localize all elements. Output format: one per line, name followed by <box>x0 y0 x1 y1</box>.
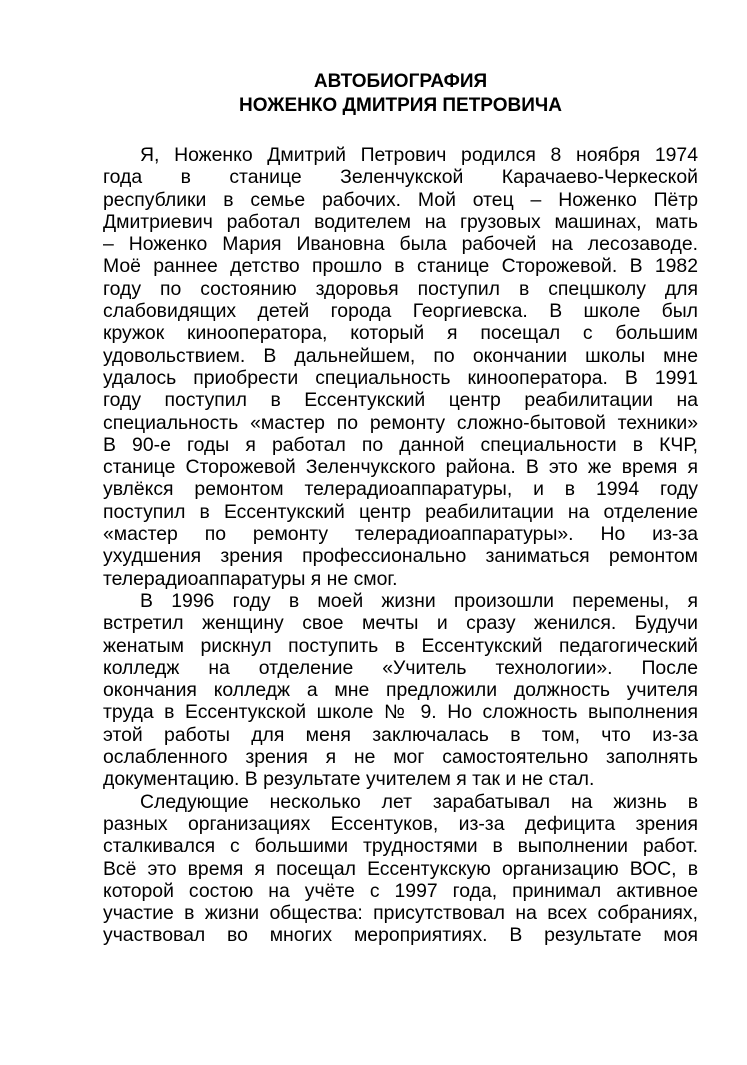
text-line: удовольствием. В дальнейшем, по окончании школы мне <box>103 344 698 367</box>
text-line: женатым рискнул поступить в Ессентукский педагогический <box>103 634 698 657</box>
text-line: кружок кинооператора, который я посещал с большим <box>103 322 698 345</box>
text-line: которой состою на учёте с 1997 года, принимал активное <box>103 879 698 902</box>
title-line-1: АВТОБИОГРАФИЯ <box>313 71 488 92</box>
text-line: этой работы для меня заключалась в том, что из-за <box>103 723 698 746</box>
text-line: Я, Ноженко Дмитрий Петрович родился 8 ноября 1974 <box>140 144 698 166</box>
text-line: окончания колледж а мне предложили должность учителя <box>103 679 698 702</box>
text-line: разных организациях Ессентуков, из-за дефицита зрения <box>103 812 698 835</box>
text-line: участвовал во многих мероприятиях. В результате моя <box>103 924 698 947</box>
text-line: Следующие несколько лет зарабатывал на жизнь в <box>140 790 698 813</box>
text-line: труда в Ессентукской школе № 9. Но сложность выполнения <box>103 701 698 724</box>
text-line: участие в жизни общества: присутствовал на всех собраниях, <box>103 902 698 925</box>
text-line: году поступил в Ессентукский центр реабилитации на <box>103 389 698 412</box>
document-title <box>103 70 698 118</box>
text-line: В 1996 году в моей жизни произошли перемены, я <box>140 589 698 612</box>
text-line: В 90-е годы я работал по данной специальности в КЧР, <box>103 433 698 456</box>
text-line: увлёкся ремонтом телерадиоаппаратуры, и в 1994 году <box>103 478 698 501</box>
text-line: республики в семье рабочих. Мой отец – Ноженко Пётр <box>103 188 698 211</box>
text-line: слабовидящих детей города Георгиевска. В школе был <box>103 300 698 323</box>
text-line: документацию. В результате учителем я так и не стал. <box>103 768 595 791</box>
text-line: специальность «мастер по ремонту сложно-бытовой техники» <box>103 411 698 434</box>
text-line: станице Сторожевой Зеленчукского района. В это же время я <box>103 456 698 479</box>
text-line: встретил женщину свое мечты и сразу женился. Будучи <box>103 612 698 635</box>
text-line: – Ноженко Мария Ивановна была рабочей на лесозаводе. <box>103 233 698 256</box>
text-line: Моё раннее детство прошло в станице Сторожевой. В 1982 <box>103 255 698 278</box>
text-line: года в станице Зеленчукской Карачаево-Черкеской <box>103 166 698 189</box>
text-line: Всё это время я посещал Ессентукскую организацию ВОС, в <box>103 857 698 880</box>
text-line: телерадиоаппаратуры я не смог. <box>103 567 398 590</box>
text-line: колледж на отделение «Учитель технологии». После <box>103 656 698 679</box>
text-line: удалось приобрести специальность кинооператора. В 1991 <box>103 366 698 389</box>
text-line: ослабленного зрения я не мог самостоятельно заполнять <box>103 746 698 769</box>
text-line: сталкивался с большими трудностями в выполнении работ. <box>103 835 698 858</box>
document-body <box>103 144 698 947</box>
text-line: Дмитриевич работал водителем на грузовых машинах, мать <box>103 210 698 233</box>
text-line: «мастер по ремонту телерадиоаппаратуры». Но из-за <box>103 523 698 546</box>
text-line: поступил в Ессентукский центр реабилитации на отделение <box>103 500 698 523</box>
text-line: ухудшения зрения профессионально заниматься ремонтом <box>103 545 698 568</box>
text-line: году по состоянию здоровья поступил в спецшколу для <box>103 277 698 300</box>
document-page <box>103 70 698 947</box>
title-line-2: НОЖЕНКО ДМИТРИЯ ПЕТРОВИЧА <box>239 95 562 116</box>
